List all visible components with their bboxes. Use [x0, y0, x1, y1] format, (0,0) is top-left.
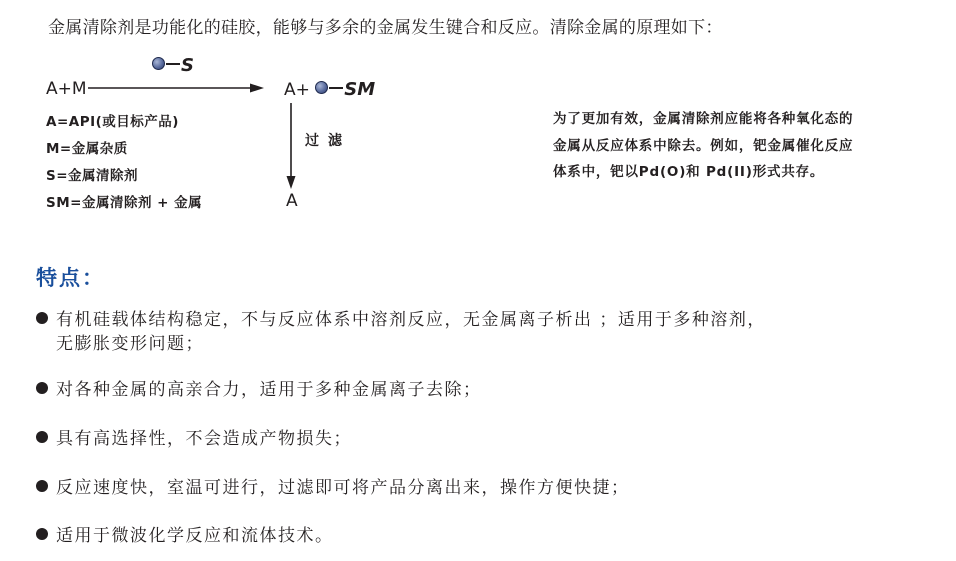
reagent-label	[152, 55, 194, 76]
note-line: 金属从反应体系中除去。例如，钯金属催化反应	[553, 137, 854, 154]
product-symbol: SM	[344, 79, 376, 100]
features-title: 特点：	[36, 266, 105, 290]
reaction-arrow	[88, 80, 264, 96]
feature-text: 反应速度快，室温可进行，过滤即可将产品分离出来，操作方便快捷；	[56, 478, 630, 498]
bullet-icon	[36, 480, 48, 492]
feature-text: 适用于微波化学反应和流体技术。	[56, 526, 334, 546]
reactants: A+M	[46, 79, 87, 99]
note-paragraph	[553, 106, 913, 186]
feature-text: 有机硅载体结构稳定，不与反应体系中溶剂反应，无金属离子析出 ；适用于多种溶剂，	[56, 310, 766, 330]
legend-item: A=API(或目标产品)	[46, 114, 179, 130]
feature-text: 具有高选择性，不会造成产物损失；	[56, 429, 352, 449]
products	[284, 79, 375, 100]
reagent-symbol: S	[181, 55, 194, 76]
silica-ball-icon	[152, 57, 165, 70]
feature-item	[36, 524, 334, 548]
silica-ball-icon	[315, 81, 328, 94]
legend-item: SM=金属清除剂 + 金属	[46, 195, 203, 211]
legend-item: S=金属清除剂	[46, 168, 139, 184]
bullet-icon	[36, 312, 48, 324]
feature-item	[36, 308, 766, 356]
bullet-icon	[36, 431, 48, 443]
note-line: 体系中，钯以Pd(O)和 Pd(II)形式共存。	[553, 164, 825, 180]
bond-line	[329, 87, 343, 89]
feature-item	[36, 378, 482, 402]
bullet-icon	[36, 528, 48, 540]
feature-text-continued: 无膨胀变形问题；	[56, 334, 204, 354]
final-product: A	[286, 191, 298, 211]
feature-item	[36, 476, 630, 500]
feature-item	[36, 427, 352, 451]
feature-text: 对各种金属的高亲合力，适用于多种金属离子去除；	[56, 380, 482, 400]
intro-text: 金属清除剂是功能化的硅胶，能够与多余的金属发生键合和反应。清除金属的原理如下：	[48, 18, 723, 38]
bullet-icon	[36, 382, 48, 394]
filter-label: 过滤	[305, 133, 351, 149]
legend-item: M=金属杂质	[46, 141, 128, 157]
products-prefix: A+	[284, 80, 310, 100]
note-line: 为了更加有效，金属清除剂应能将各种氧化态的	[553, 111, 854, 127]
bond-line	[166, 63, 180, 65]
filter-arrow	[285, 103, 297, 189]
